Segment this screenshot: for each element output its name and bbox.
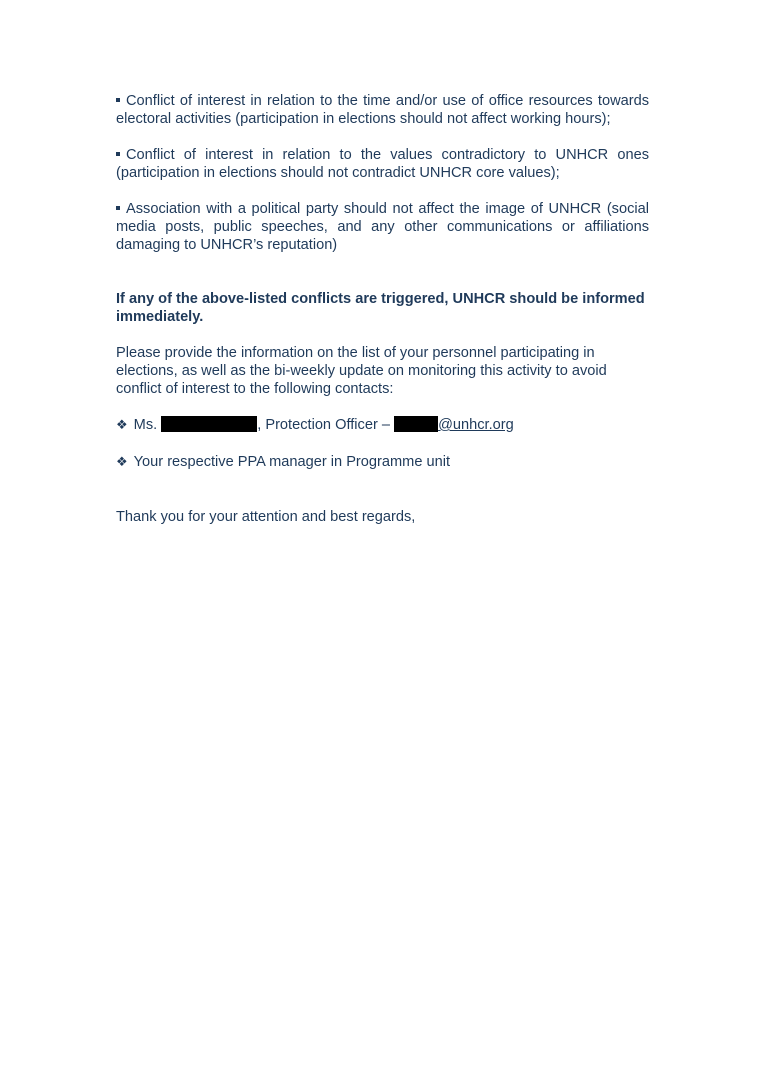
redacted-name-block (161, 416, 257, 432)
square-bullet-icon (116, 98, 120, 102)
four-diamond-bullet-icon: ❖ (116, 418, 128, 433)
bullet-item-political-party (116, 200, 649, 254)
square-bullet-icon (116, 152, 120, 156)
square-bullet-icon (116, 206, 120, 210)
closing-line: Thank you for your attention and best regards, (116, 509, 416, 525)
bullet-text: Conflict of interest in relation to the values contradictory to UNHCR ones (participation in elections should not contradict UNHCR core values); (116, 147, 649, 181)
contact-text: Your respective PPA manager in Programme unit (133, 454, 451, 470)
contact-ppa-manager (116, 453, 649, 472)
bullet-item-values (116, 146, 649, 182)
request-paragraph: Please provide the information on the list of your personnel participating in elections, as well as the bi-weekly update on monitoring this activity to avoid conflict of interest to the following contacts: (116, 345, 607, 397)
bullet-text: Association with a political party should not affect the image of UNHCR (social media posts, public speeches, and any other communications or affiliations damaging to UNHCR’s reputation) (116, 201, 649, 253)
four-diamond-bullet-icon: ❖ (116, 455, 128, 470)
redacted-email-block (394, 416, 438, 432)
contact-prefix: Ms. (133, 417, 158, 433)
document-body (116, 92, 649, 526)
notice-paragraph: If any of the above-listed conflicts are triggered, UNHCR should be informed immediately. (116, 291, 645, 325)
bullet-item-office-resources (116, 92, 649, 128)
contact-role: , Protection Officer – (257, 417, 390, 433)
contact-protection-officer (116, 416, 649, 435)
contact-email-link[interactable]: @unhcr.org (438, 417, 514, 433)
bullet-text: Conflict of interest in relation to the time and/or use of office resources towards electoral activities (participation in elections should not affect working hours); (116, 93, 649, 127)
